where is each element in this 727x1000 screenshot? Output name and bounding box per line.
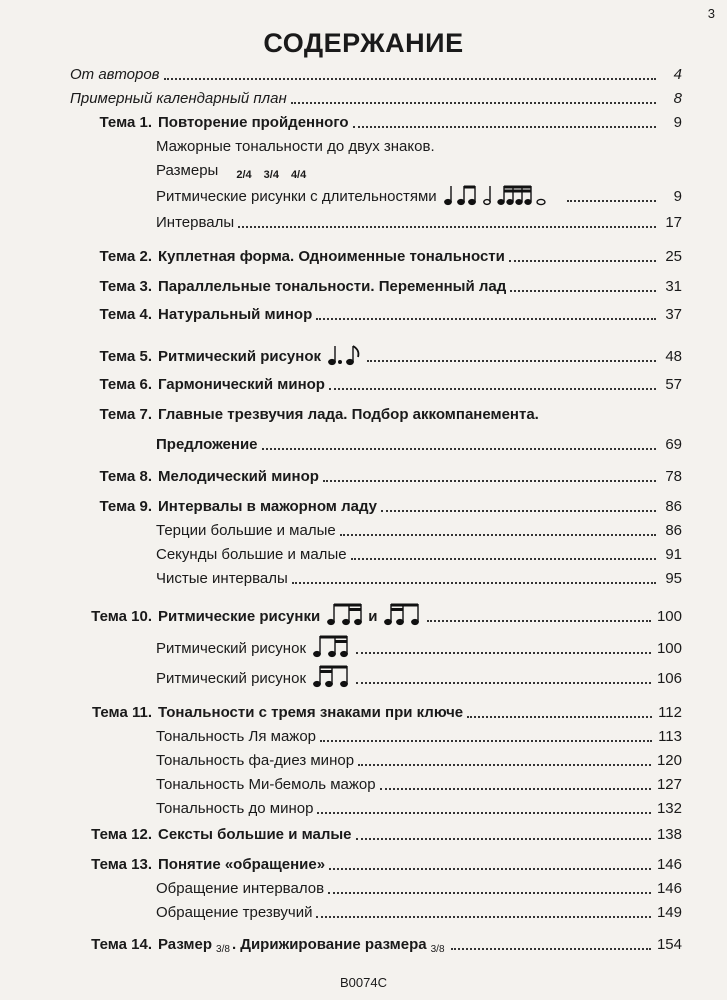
time-signature: 3/8 — [430, 944, 445, 955]
entry-page: 120 — [656, 752, 682, 769]
entry-label: Ритмический рисунок — [158, 348, 322, 365]
toc-entry[interactable] — [70, 272, 682, 296]
dot-leader — [320, 740, 652, 742]
tema-number: Тема 1. — [99, 114, 152, 131]
toc-entry[interactable] — [156, 874, 682, 898]
dot-leader — [329, 388, 656, 390]
two-sixteenths-eighth-icon — [383, 602, 423, 626]
dot-leader — [316, 916, 651, 918]
dot-leader — [328, 892, 651, 894]
dot-leader — [356, 682, 651, 684]
entry-page: 132 — [656, 800, 682, 817]
time-signature: 4/4 — [290, 169, 307, 181]
entry-page: 25 — [665, 248, 682, 265]
toc-entry[interactable] — [156, 664, 682, 688]
dot-leader — [323, 480, 656, 482]
tema-number: Тема 2. — [99, 248, 152, 265]
entry-page: 95 — [665, 570, 682, 587]
entry-label: Интервалы — [156, 214, 235, 231]
entry-label: Параллельные тональности. Переменный лад — [158, 278, 507, 295]
toc-entry[interactable] — [70, 342, 682, 366]
dot-leader — [451, 948, 651, 950]
toc-entry[interactable] — [156, 794, 682, 818]
entry-page: 106 — [656, 670, 682, 687]
dot-leader — [510, 290, 656, 292]
entry-page: 91 — [665, 546, 682, 563]
tema-number: Тема 8. — [99, 468, 152, 485]
page-title: СОДЕРЖАНИЕ — [263, 28, 464, 58]
entry-label: Примерный календарный план — [70, 90, 287, 107]
toc-entry[interactable] — [70, 850, 682, 874]
entry-page: 48 — [665, 348, 682, 365]
entry-page: 9 — [673, 114, 682, 131]
entry-label: Понятие «обращение» — [158, 856, 326, 873]
dot-leader — [329, 868, 651, 870]
toc-entry[interactable] — [70, 400, 682, 424]
entry-label: Тональность Ля мажор — [156, 728, 317, 745]
entry-label: Ритмический рисунок — [156, 640, 306, 657]
entry-label: Терции большие и малые — [156, 522, 336, 539]
entry-label: Обращение интервалов — [156, 880, 325, 897]
entry-label: Гармонический минор — [158, 376, 325, 393]
entry-page: 113 — [658, 728, 682, 745]
dot-leader — [353, 126, 656, 128]
toc-entry[interactable] — [70, 602, 682, 626]
entry-label: Ритмические рисунки с длительностями — [156, 188, 437, 205]
entry-label: Куплетная форма. Одноименные тональности — [158, 248, 505, 265]
toc-entry[interactable] — [70, 370, 682, 394]
entry-page: 69 — [665, 436, 682, 453]
entry-label: Размер — [158, 936, 213, 953]
tema-number: Тема 10. — [91, 608, 152, 625]
entry-label: Натуральный минор — [158, 306, 313, 323]
entry-label-continued: . Дирижирование размера — [231, 936, 427, 953]
entry-label: Тональности с тремя знаками при ключе — [158, 704, 464, 721]
tema-number: Тема 6. — [99, 376, 152, 393]
tema-number: Тема 12. — [91, 826, 152, 843]
entry-page: 100 — [656, 640, 682, 657]
toc-entry[interactable] — [156, 898, 682, 922]
toc-entry[interactable] — [156, 516, 682, 540]
entry-page: 86 — [665, 498, 682, 515]
dot-leader — [358, 764, 651, 766]
tema-number: Тема 14. — [91, 936, 152, 953]
entry-label: Тональность фа-диез минор — [156, 752, 355, 769]
entry-label: Размеры — [156, 162, 219, 179]
dot-leader — [356, 838, 651, 840]
dot-leader — [262, 448, 656, 450]
dot-leader — [316, 318, 656, 320]
entry-label: Тональность до минор — [156, 800, 314, 817]
dot-leader — [509, 260, 656, 262]
entry-page: 154 — [656, 936, 682, 953]
entry-page: 57 — [665, 376, 682, 393]
dot-leader — [427, 620, 651, 622]
entry-page: 9 — [673, 188, 682, 205]
toc-entry[interactable] — [70, 108, 682, 132]
toc-entry[interactable] — [70, 462, 682, 486]
toc-entry[interactable] — [156, 722, 682, 746]
entry-label: Предложение — [156, 436, 258, 453]
dot-leader — [238, 226, 656, 228]
entry-page: 138 — [656, 826, 682, 843]
dot-leader — [356, 652, 651, 654]
dot-leader — [291, 102, 656, 104]
dotted-quarter-eighth-icon — [327, 344, 363, 366]
dot-leader — [467, 716, 652, 718]
toc-entry[interactable] — [156, 634, 682, 658]
toc-entry[interactable] — [156, 430, 682, 454]
toc-entry[interactable] — [70, 300, 682, 324]
toc-entry[interactable] — [70, 84, 682, 108]
entry-label: Сексты большие и малые — [158, 826, 352, 843]
dot-leader — [567, 200, 656, 202]
page-number: 3 — [707, 6, 715, 21]
time-signature: 3/4 — [263, 169, 279, 181]
entry-page: 86 — [665, 522, 682, 539]
entry-label: Повторение пройденного — [158, 114, 349, 131]
time-signature: 2/4 — [236, 169, 252, 181]
dot-leader — [351, 558, 656, 560]
tema-number: Тема 13. — [91, 856, 152, 873]
time-signature: 3/8 — [216, 944, 230, 955]
tema-number: Тема 7. — [99, 406, 152, 423]
entry-page: 146 — [656, 880, 682, 897]
eighth-two-sixteenths-icon — [312, 634, 352, 658]
tema-number: Тема 9. — [99, 498, 152, 515]
entry-label: Чистые интервалы — [156, 570, 288, 587]
dot-leader — [164, 78, 656, 80]
entry-page: 149 — [656, 904, 682, 921]
dot-leader — [380, 788, 651, 790]
rhythm-durations-icon — [443, 184, 563, 206]
toc-entry[interactable] — [70, 820, 682, 844]
dot-leader — [340, 534, 656, 536]
toc-subentry — [156, 132, 682, 156]
entry-label: От авторов — [70, 66, 160, 83]
two-sixteenths-eighth-icon — [312, 664, 352, 688]
toc-entry[interactable] — [156, 540, 682, 564]
time-signatures — [236, 170, 306, 180]
entry-label: Мажорные тональности до двух знаков. — [156, 138, 435, 155]
toc-entry[interactable] — [156, 770, 682, 794]
toc-entry[interactable] — [70, 492, 682, 516]
footer-code: В0074С — [340, 975, 387, 990]
entry-page: 4 — [673, 66, 682, 83]
entry-page: 8 — [673, 90, 682, 107]
toc-entry[interactable] — [156, 564, 682, 588]
entry-label: Мелодический минор — [158, 468, 319, 485]
toc-entry[interactable] — [156, 182, 682, 206]
toc-entry[interactable] — [156, 746, 682, 770]
tema-number: Тема 5. — [99, 348, 152, 365]
toc-entry[interactable] — [70, 930, 682, 954]
entry-label: Ритмический рисунок — [156, 670, 306, 687]
entry-label: Ритмические рисунки — [158, 608, 321, 625]
tema-number: Тема 4. — [99, 306, 152, 323]
entry-page: 127 — [656, 776, 682, 793]
entry-page: 100 — [656, 608, 682, 625]
dot-leader — [367, 360, 656, 362]
entry-page: 78 — [665, 468, 682, 485]
dot-leader — [317, 812, 651, 814]
entry-page: 31 — [665, 278, 682, 295]
entry-page: 17 — [665, 214, 682, 231]
entry-page: 146 — [656, 856, 682, 873]
toc-entry[interactable] — [70, 60, 682, 84]
toc-entry[interactable] — [70, 698, 682, 722]
dot-leader — [292, 582, 656, 584]
toc-entry[interactable] — [156, 208, 682, 232]
entry-label: Тональность Ми-бемоль мажор — [156, 776, 376, 793]
tema-number: Тема 3. — [99, 278, 152, 295]
entry-label: Секунды большие и малые — [156, 546, 347, 563]
entry-page: 37 — [665, 306, 682, 323]
entry-page: 112 — [658, 704, 682, 721]
toc-entry[interactable] — [70, 242, 682, 266]
joiner-text: и — [368, 608, 378, 625]
tema-number: Тема 11. — [92, 704, 152, 721]
toc-subentry — [156, 156, 682, 180]
entry-label: Главные трезвучия лада. Подбор аккомпанемента. — [158, 406, 539, 423]
entry-label: Интервалы в мажорном ладу — [158, 498, 377, 515]
dot-leader — [381, 510, 656, 512]
entry-label: Обращение трезвучий — [156, 904, 313, 921]
eighth-two-sixteenths-icon — [326, 602, 366, 626]
